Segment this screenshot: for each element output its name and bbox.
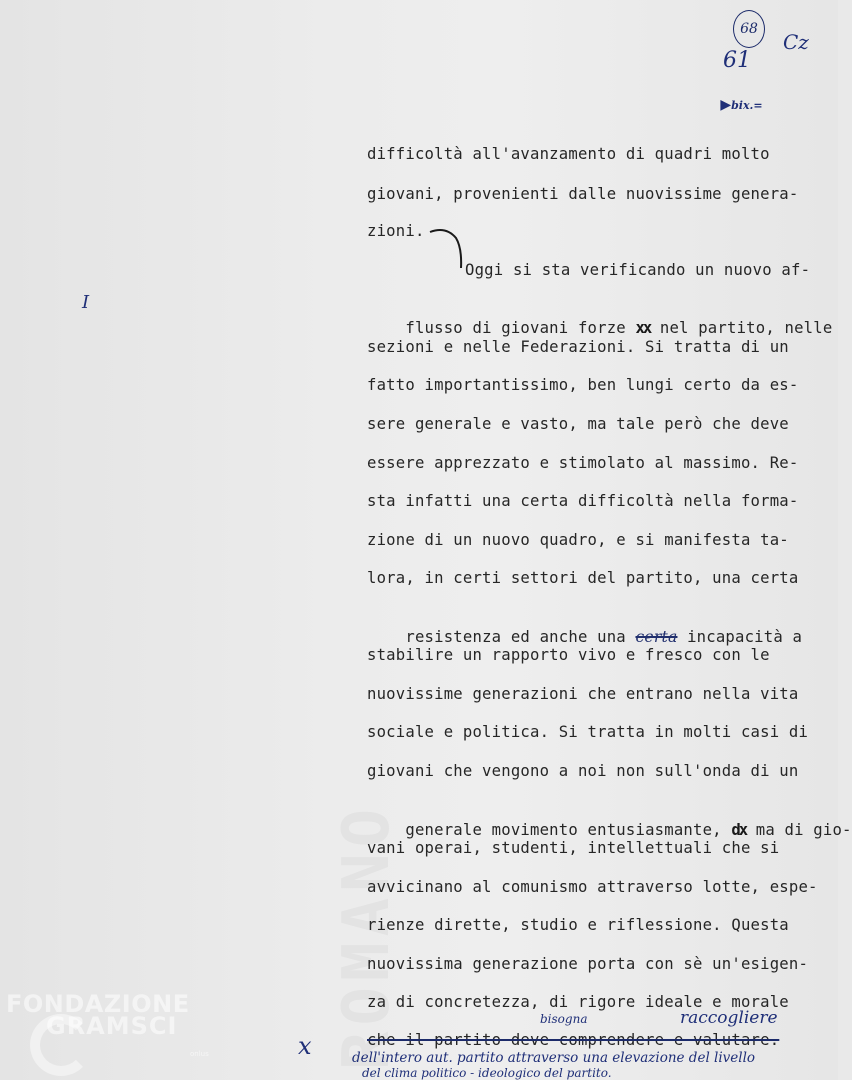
text-line-12: lora, in certi settori del partito, una certa — [367, 569, 799, 587]
bleed-through-text: ROMANO — [330, 802, 404, 1070]
page-number: 61 — [723, 48, 751, 73]
text-line-22: nuovissima generazione porta con sè un'esigen- — [367, 955, 809, 973]
typed-strikeout: dx — [731, 821, 747, 839]
text-fragment: ma di gio- — [755, 821, 852, 839]
text-line-23: za di concretezza, di rigore ideale e morale — [367, 993, 789, 1011]
circled-page-number — [733, 10, 765, 48]
text-line-4: Oggi si sta verificando un nuovo af- — [465, 261, 811, 279]
margin-tick: I — [82, 292, 90, 313]
text-line-14: stabilire un rapporto vivo e fresco con le — [367, 646, 770, 664]
typed-strikeout: xx — [635, 319, 651, 337]
margin-x-mark: x — [298, 1032, 312, 1060]
text-line-21: rienze dirette, studio e riflessione. Questa — [367, 916, 789, 934]
handwritten-insert-2: raccogliere — [680, 1008, 778, 1028]
text-line-9: essere apprezzato e stimolato al massimo. Re- — [367, 454, 799, 472]
handwritten-strikeout: certa — [635, 628, 678, 646]
text-line-17: giovani che vengono a noi non sull'onda di un — [367, 762, 799, 780]
text-line-3: zioni. — [367, 222, 425, 240]
text-line-19: vani operai, studenti, intellettuali che si — [367, 839, 780, 857]
text-fragment: resistenza ed anche una — [405, 628, 626, 646]
text-fragment: flusso di giovani forze — [405, 319, 626, 337]
watermark-small: onlus — [190, 1050, 209, 1058]
arrow-icon: ▶ — [720, 97, 732, 113]
archive-code: Cz — [783, 30, 809, 54]
text-line-7: fatto importantissimo, ben lungi certo da es- — [367, 376, 799, 394]
text-line-20: avvicinano al comunismo attraverso lotte, espe- — [367, 878, 818, 896]
text-line-11: zione di un nuovo quadro, e si manifesta ta- — [367, 531, 789, 549]
watermark — [6, 990, 190, 1040]
text-line-6: sezioni e nelle Federazioni. Si tratta di un — [367, 338, 789, 356]
text-line-24: che il partito deve comprendere e valutare. — [367, 1031, 780, 1049]
text-line-10: sta infatti una certa difficoltà nella forma- — [367, 492, 799, 510]
text-line-1: difficoltà all'avanzamento di quadri molto — [367, 145, 770, 163]
text-line-16: sociale e politica. Si tratta in molti casi di — [367, 723, 809, 741]
text-line-2: giovani, provenienti dalle nuovissime genera- — [367, 185, 799, 203]
circled-page-number-text: 68 — [740, 21, 758, 37]
watermark-line-2: GRAMSCI — [46, 1012, 178, 1040]
watermark-line-1: FONDAZIONE — [6, 990, 190, 1018]
text-line-8: sere generale e vasto, ma tale però che deve — [367, 415, 789, 433]
handwritten-insert-1: bisogna — [540, 1012, 588, 1026]
small-mark — [705, 84, 763, 126]
text-line-15: nuovissime generazioni che entrano nella vita — [367, 685, 799, 703]
text-fragment: generale movimento entusiasmante, — [405, 821, 722, 839]
paragraph-bracket-icon — [428, 224, 468, 274]
handwritten-line-2: del clima politico - ideologico del partito. — [362, 1066, 612, 1080]
small-mark-text: bix.= — [731, 99, 763, 112]
text-fragment: nel partito, nelle — [659, 319, 833, 337]
text-fragment: incapacità a — [687, 628, 803, 646]
handwritten-line-1: dell'intero aut. partito attraverso una elevazione del livello — [352, 1050, 756, 1066]
